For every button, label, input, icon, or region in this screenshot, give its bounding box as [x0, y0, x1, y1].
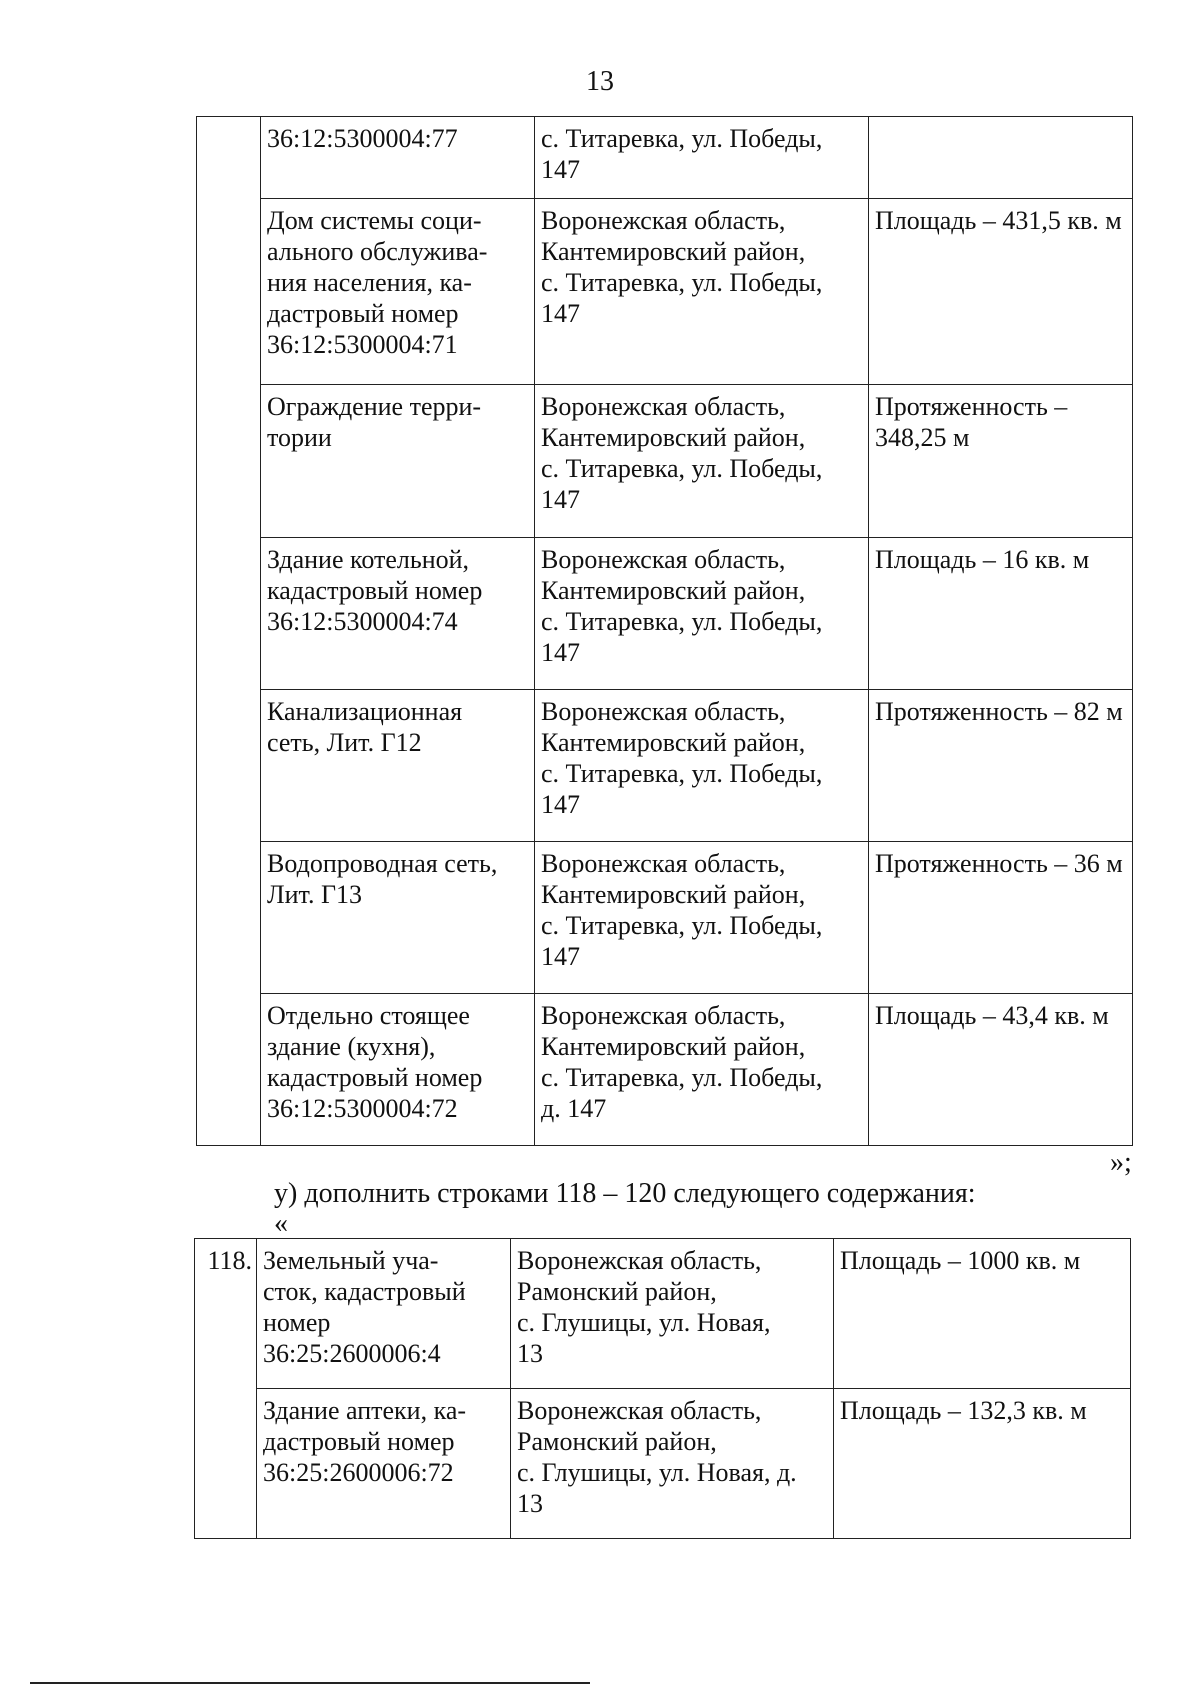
- address-cell: Воронежская область, Кантемировский район, с. Титаревка, ул. Победы, д. 147: [535, 994, 869, 1146]
- object-cell: Ограждение терри- тории: [261, 385, 535, 538]
- characteristic-cell: [869, 117, 1133, 199]
- table-row: [197, 385, 1133, 538]
- object-cell: Водопроводная сеть, Лит. Г13: [261, 842, 535, 994]
- address-cell: Воронежская область, Кантемировский район, с. Титаревка, ул. Победы, 147: [535, 538, 869, 690]
- table-row: [197, 994, 1133, 1146]
- address-cell: с. Титаревка, ул. Победы, 147: [535, 117, 869, 199]
- object-cell: Дом системы соци- ального обслужива- ния населения, ка- дастровый номер 36:12:5300004:71: [261, 199, 535, 385]
- characteristic-cell: Площадь – 132,3 кв. м: [834, 1389, 1131, 1539]
- object-cell: Здание котельной, кадастровый номер 36:12:5300004:74: [261, 538, 535, 690]
- closing-quote: »;: [1110, 1147, 1132, 1178]
- characteristic-cell: Площадь – 431,5 кв. м: [869, 199, 1133, 385]
- object-cell: Здание аптеки, ка- дастровый номер 36:25:2600006:72: [257, 1389, 511, 1539]
- table-row: [197, 117, 1133, 199]
- address-cell: Воронежская область, Кантемировский район, с. Титаревка, ул. Победы, 147: [535, 690, 869, 842]
- characteristic-cell: Протяженность – 36 м: [869, 842, 1133, 994]
- footer-rule: [30, 1682, 590, 1684]
- characteristic-cell: Площадь – 1000 кв. м: [834, 1239, 1131, 1389]
- object-cell: Канализационная сеть, Лит. Г12: [261, 690, 535, 842]
- characteristic-cell: Площадь – 16 кв. м: [869, 538, 1133, 690]
- address-cell: Воронежская область, Кантемировский район, с. Титаревка, ул. Победы, 147: [535, 842, 869, 994]
- object-cell: 36:12:5300004:77: [261, 117, 535, 199]
- table-row: [195, 1389, 1131, 1539]
- page-number: 13: [586, 66, 614, 97]
- address-cell: Воронежская область, Кантемировский район, с. Титаревка, ул. Победы, 147: [535, 385, 869, 538]
- opening-quote: «: [274, 1208, 288, 1239]
- row-number-cell: 118.: [195, 1239, 257, 1539]
- characteristic-cell: Протяженность – 82 м: [869, 690, 1133, 842]
- table-row: [197, 538, 1133, 690]
- table-row: [195, 1239, 1131, 1389]
- property-table-continued: [196, 116, 1133, 1146]
- characteristic-cell: Протяженность – 348,25 м: [869, 385, 1133, 538]
- table-row: [197, 199, 1133, 385]
- characteristic-cell: Площадь – 43,4 кв. м: [869, 994, 1133, 1146]
- table-row: [197, 842, 1133, 994]
- table-row: [197, 690, 1133, 842]
- address-cell: Воронежская область, Рамонский район, с. Глушицы, ул. Новая, 13: [511, 1239, 834, 1389]
- object-cell: Земельный уча- сток, кадастровый номер 36:25:2600006:4: [257, 1239, 511, 1389]
- property-table-new-rows: [194, 1238, 1131, 1539]
- address-cell: Воронежская область, Кантемировский район, с. Титаревка, ул. Победы, 147: [535, 199, 869, 385]
- address-cell: Воронежская область, Рамонский район, с. Глушицы, ул. Новая, д. 13: [511, 1389, 834, 1539]
- amendment-paragraph: у) дополнить строками 118 – 120 следующего содержания:: [274, 1178, 976, 1209]
- row-number-cell: [197, 117, 261, 1146]
- object-cell: Отдельно стоящее здание (кухня), кадастровый номер 36:12:5300004:72: [261, 994, 535, 1146]
